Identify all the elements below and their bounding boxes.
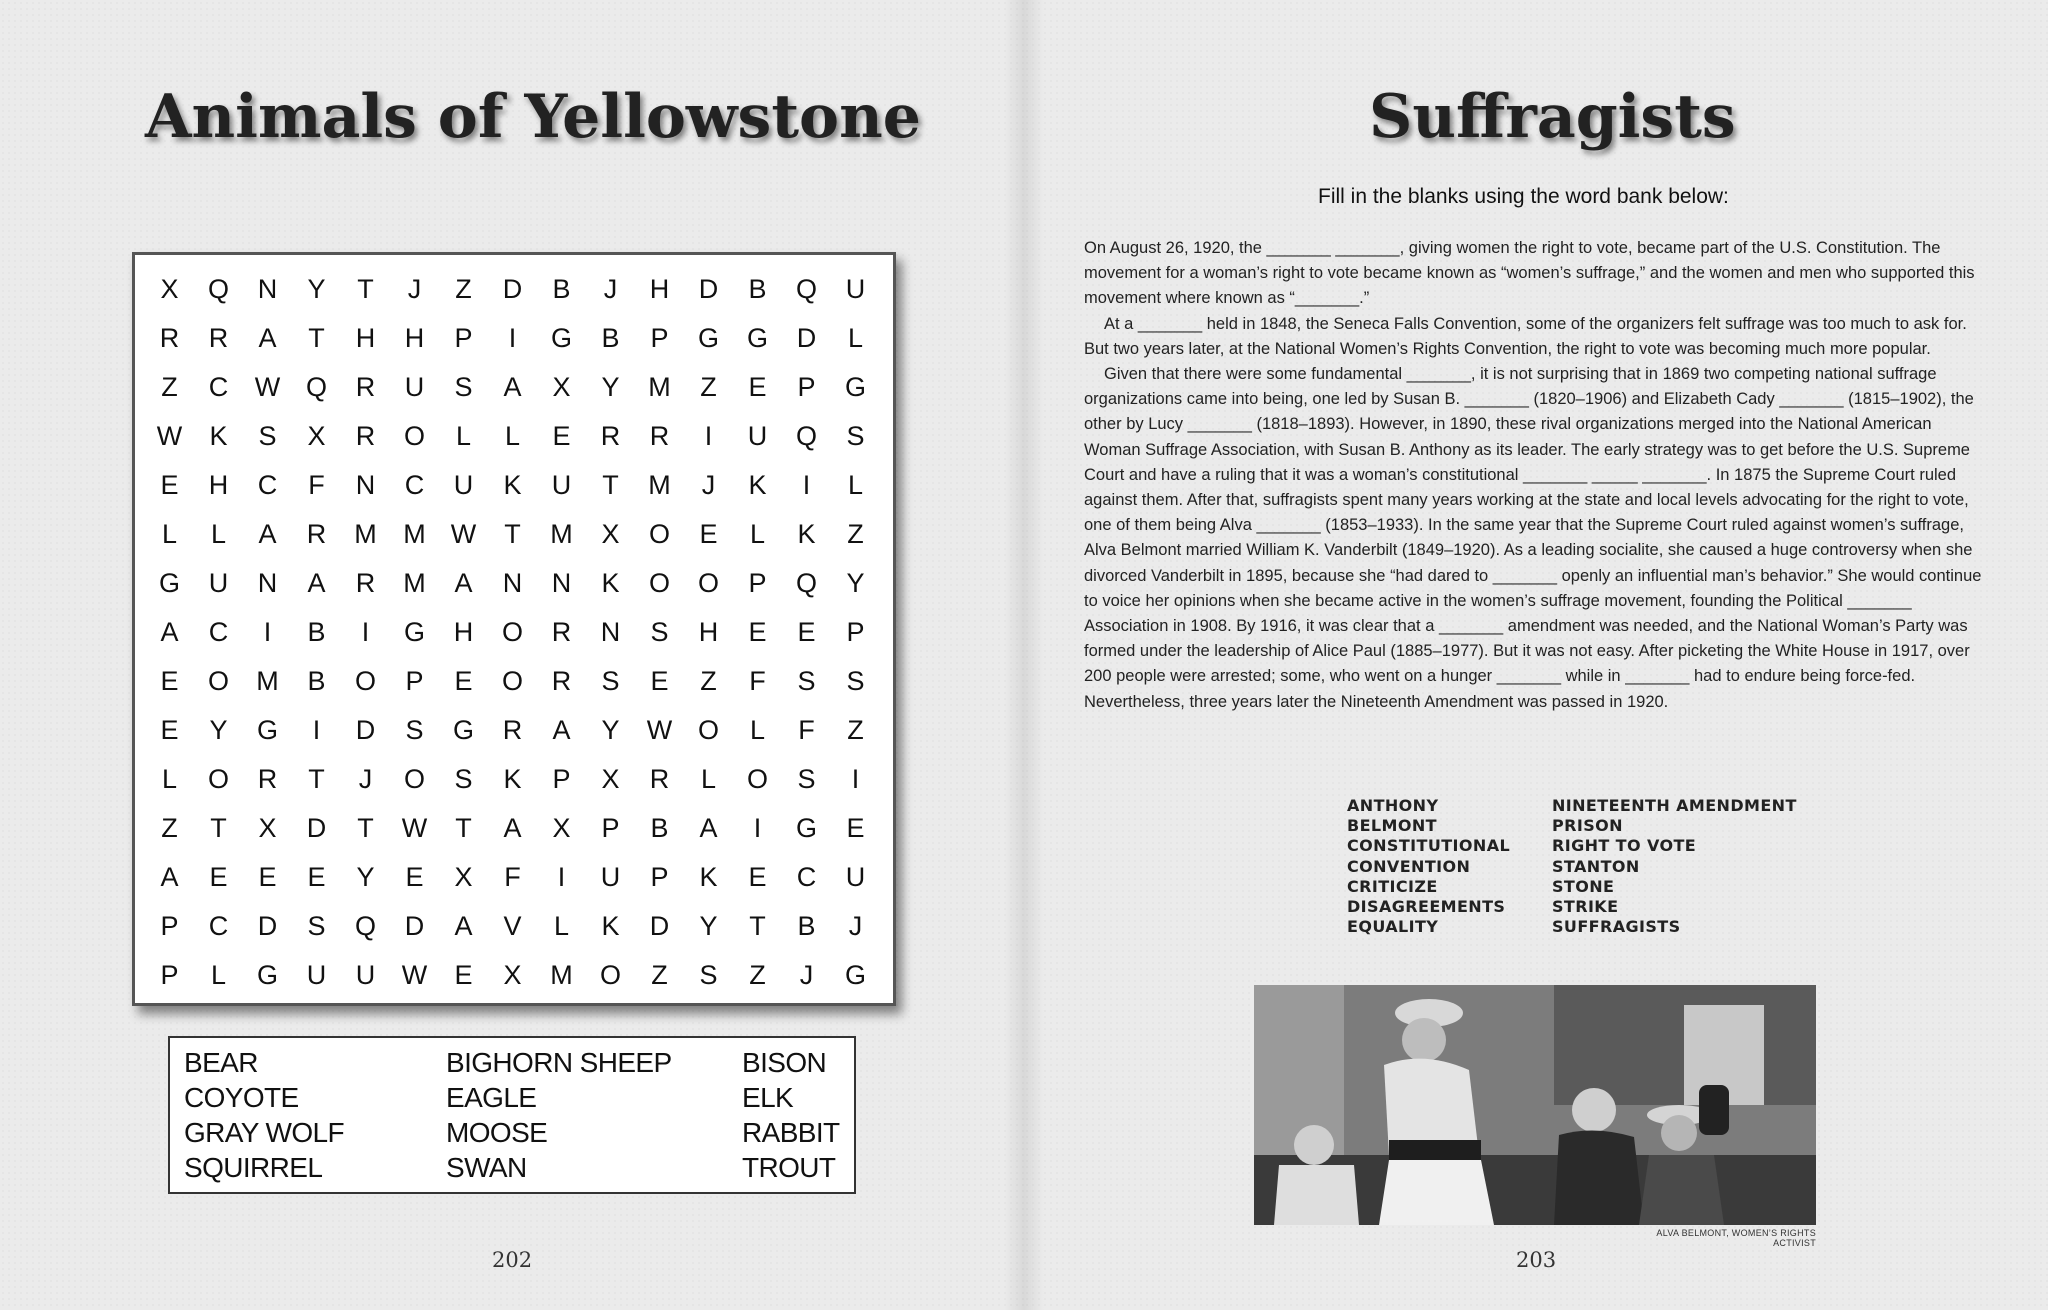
grid-letter: D bbox=[306, 813, 327, 843]
grid-letter: U bbox=[747, 421, 768, 451]
grid-letter: X bbox=[160, 274, 179, 304]
grid-letter: S bbox=[405, 715, 424, 745]
passage-paragraph: Given that there were some fundamental _______, it is not surprising that in 1869 two competing national suffrage organizations came into being, one led by Susan B. _______ (1820–1906) and Elizabeth Cady _______ (1815–1902), the other by Lucy _______ (1818–1893). However, in 1890, these rival organizations merged into the National American Woman Suffrage Association, with Susan B. Anthony as its leader. The early strategy was to get before the U.S. Supreme Court and have a ruling that it was a woman’s constitutional _______ _____ _______. In 1875 the Supreme Court ruled against them. After that, suffragists spent many years working at the state and local levels advocating for the right to vote, one of them being Alva _______ (1853–1933). In the same year that the Supreme Court ruled against women’s suffrage, Alva Belmont married William K. Vanderbilt (1849–1920). As a leading socialite, she caused a huge controversy when she divorced Vanderbilt in 1895, because she “had dared to _______ openly an influential man’s behavior.” She would continue to voice her opinions when she became active in the women’s suffrage movement, founding the Political _______ Association in 1908. By 1916, it was clear that a _______ amendment was needed, and the National Woman’s Party was formed under the leadership of Alice Paul (1885–1977). But it was not easy. After picketing the White House in 1917, over 200 people were arrested; some, who went on a hunger _______ while in _______ had to endure being force-fed. Nevertheless, three years later the Nineteenth Amendment was passed in 1920. bbox=[1084, 365, 1982, 711]
grid-letter: Z bbox=[455, 274, 472, 304]
grid-letter: V bbox=[503, 911, 522, 941]
word-bank-item: SUFFRAGISTS bbox=[1552, 917, 1681, 937]
grid-letter: J bbox=[701, 470, 716, 500]
grid-letter: U bbox=[551, 470, 572, 500]
grid-letter: C bbox=[208, 911, 229, 941]
grid-letter: I bbox=[851, 764, 860, 794]
grid-letter: H bbox=[649, 274, 670, 304]
grid-letter: Z bbox=[161, 813, 178, 843]
grid-letter: D bbox=[649, 911, 670, 941]
grid-row bbox=[135, 810, 893, 859]
grid-letter: Y bbox=[601, 372, 620, 402]
word-bank-item: CRITICIZE bbox=[1347, 876, 1438, 896]
grid-letter: S bbox=[307, 911, 326, 941]
grid-letter: R bbox=[551, 617, 572, 647]
right-page bbox=[1024, 0, 2048, 1310]
grid-letter: G bbox=[256, 715, 278, 745]
grid-letter: P bbox=[552, 764, 571, 794]
grid-letter: C bbox=[796, 862, 817, 892]
grid-letter: X bbox=[307, 421, 326, 451]
grid-row bbox=[135, 712, 893, 761]
grid-letter: Z bbox=[749, 960, 766, 990]
grid-letter: E bbox=[405, 862, 424, 892]
page-number: 203 bbox=[1516, 1248, 1557, 1272]
grid-letter: G bbox=[844, 960, 866, 990]
grid-row bbox=[135, 957, 893, 1006]
grid-letter: N bbox=[600, 617, 621, 647]
grid-letter: B bbox=[748, 274, 767, 304]
grid-letter: R bbox=[257, 764, 278, 794]
grid-letter: G bbox=[795, 813, 817, 843]
grid-letter: R bbox=[306, 519, 327, 549]
grid-row bbox=[135, 271, 893, 320]
grid-letter: X bbox=[601, 764, 620, 794]
word-bank-column bbox=[446, 1045, 672, 1185]
word-bank-item: BISON bbox=[742, 1047, 827, 1078]
grid-letter: B bbox=[307, 617, 326, 647]
grid-letter: C bbox=[208, 617, 229, 647]
historical-photo bbox=[1254, 985, 1816, 1225]
grid-letter: U bbox=[845, 274, 866, 304]
grid-letter: I bbox=[508, 323, 517, 353]
grid-letter: H bbox=[698, 617, 719, 647]
grid-row bbox=[135, 908, 893, 957]
grid-letter: K bbox=[601, 911, 620, 941]
grid-letter: Z bbox=[847, 519, 864, 549]
word-bank-item: RABBIT bbox=[742, 1117, 840, 1148]
grid-letter: J bbox=[603, 274, 618, 304]
grid-letter: U bbox=[306, 960, 327, 990]
grid-letter: E bbox=[552, 421, 571, 451]
grid-letter: R bbox=[208, 323, 229, 353]
grid-letter: R bbox=[355, 421, 376, 451]
grid-row bbox=[135, 320, 893, 369]
grid-letter: J bbox=[848, 911, 863, 941]
grid-letter: Z bbox=[651, 960, 668, 990]
grid-letter: R bbox=[649, 421, 670, 451]
grid-letter: W bbox=[401, 813, 428, 843]
grid-letter: N bbox=[551, 568, 572, 598]
grid-letter: Y bbox=[307, 274, 326, 304]
grid-letter: I bbox=[802, 470, 811, 500]
grid-letter: F bbox=[308, 470, 325, 500]
grid-letter: O bbox=[501, 666, 523, 696]
grid-letter: H bbox=[208, 470, 229, 500]
grid-letter: A bbox=[552, 715, 571, 745]
grid-letter: S bbox=[258, 421, 277, 451]
grid-letter: M bbox=[550, 519, 573, 549]
word-bank-item: BIGHORN SHEEP bbox=[446, 1047, 672, 1078]
word-bank-item: EAGLE bbox=[446, 1082, 537, 1113]
grid-letter: U bbox=[600, 862, 621, 892]
grid-letter: M bbox=[648, 470, 671, 500]
grid-letter: E bbox=[160, 666, 179, 696]
grid-letter: Q bbox=[207, 274, 229, 304]
grid-letter: Q bbox=[795, 421, 817, 451]
grid-letter: L bbox=[749, 519, 766, 549]
grid-letter: U bbox=[208, 568, 229, 598]
grid-letter: P bbox=[160, 960, 179, 990]
grid-letter: K bbox=[748, 470, 767, 500]
grid-letter: E bbox=[209, 862, 228, 892]
grid-letter: W bbox=[401, 960, 428, 990]
word-bank-column bbox=[1552, 796, 1797, 937]
grid-letter: A bbox=[699, 813, 718, 843]
grid-letter: A bbox=[258, 323, 277, 353]
grid-letter: O bbox=[403, 764, 425, 794]
word-bank-item: RIGHT TO VOTE bbox=[1552, 836, 1697, 856]
word-bank-item: DISAGREEMENTS bbox=[1347, 897, 1506, 917]
grid-letter: I bbox=[361, 617, 370, 647]
grid-letter: O bbox=[599, 960, 621, 990]
grid-letter: A bbox=[454, 568, 473, 598]
word-bank-item: CONSTITUTIONAL bbox=[1347, 836, 1511, 856]
grid-letter: M bbox=[354, 519, 377, 549]
grid-letter: P bbox=[405, 666, 424, 696]
grid-letter: Y bbox=[601, 715, 620, 745]
grid-letter: E bbox=[307, 862, 326, 892]
grid-letter: G bbox=[746, 323, 768, 353]
grid-letter: L bbox=[749, 715, 766, 745]
grid-row bbox=[135, 859, 893, 908]
grid-letter: I bbox=[753, 813, 762, 843]
grid-letter: L bbox=[700, 764, 717, 794]
grid-letter: B bbox=[650, 813, 669, 843]
grid-row bbox=[135, 663, 893, 712]
grid-letter: P bbox=[748, 568, 767, 598]
grid-letter: Z bbox=[161, 372, 178, 402]
grid-letter: K bbox=[503, 470, 522, 500]
grid-letter: T bbox=[504, 519, 521, 549]
grid-letter: O bbox=[403, 421, 425, 451]
grid-letter: U bbox=[404, 372, 425, 402]
photo-caption: ALVA BELMONT, WOMEN’S RIGHTS ACTIVIST bbox=[1656, 1228, 1816, 1248]
grid-letter: Y bbox=[356, 862, 375, 892]
word-bank-item: SQUIRREL bbox=[184, 1152, 323, 1183]
grid-letter: L bbox=[847, 323, 864, 353]
grid-letter: S bbox=[846, 421, 865, 451]
grid-letter: U bbox=[453, 470, 474, 500]
grid-letter: U bbox=[845, 862, 866, 892]
grid-row bbox=[135, 761, 893, 810]
grid-letter: S bbox=[699, 960, 718, 990]
passage-paragraph: At a _______ held in 1848, the Seneca Falls Convention, some of the organizers felt suffrage was too much to ask for. But two years later, at the National Women’s Rights Convention, the right to vote was becoming much more popular. bbox=[1084, 314, 1967, 358]
grid-letter: S bbox=[650, 617, 669, 647]
grid-letter: O bbox=[207, 764, 229, 794]
grid-letter: N bbox=[502, 568, 523, 598]
grid-letter: J bbox=[799, 960, 814, 990]
word-bank-column bbox=[742, 1045, 840, 1185]
grid-letter: W bbox=[254, 372, 281, 402]
grid-letter: P bbox=[650, 862, 669, 892]
grid-letter: Z bbox=[700, 372, 717, 402]
grid-letter: T bbox=[210, 813, 227, 843]
letter-grid bbox=[135, 271, 893, 1006]
grid-row bbox=[135, 467, 893, 516]
grid-letter: E bbox=[748, 862, 767, 892]
grid-letter: W bbox=[156, 421, 183, 451]
grid-letter: O bbox=[746, 764, 768, 794]
grid-letter: G bbox=[403, 617, 425, 647]
grid-row bbox=[135, 614, 893, 663]
grid-letter: Y bbox=[699, 911, 718, 941]
grid-letter: L bbox=[161, 764, 178, 794]
grid-letter: P bbox=[601, 813, 620, 843]
grid-letter: E bbox=[454, 666, 473, 696]
grid-letter: K bbox=[503, 764, 522, 794]
grid-letter: X bbox=[552, 813, 571, 843]
grid-letter: C bbox=[404, 470, 425, 500]
grid-letter: A bbox=[160, 862, 179, 892]
grid-letter: L bbox=[210, 519, 227, 549]
grid-letter: T bbox=[749, 911, 766, 941]
grid-letter: B bbox=[307, 666, 326, 696]
grid-letter: W bbox=[646, 715, 673, 745]
grid-letter: X bbox=[454, 862, 473, 892]
grid-letter: B bbox=[601, 323, 620, 353]
grid-letter: D bbox=[355, 715, 376, 745]
grid-letter: X bbox=[552, 372, 571, 402]
word-bank-item: SWAN bbox=[446, 1152, 527, 1183]
grid-letter: A bbox=[258, 519, 277, 549]
grid-letter: N bbox=[257, 568, 278, 598]
grid-letter: Q bbox=[795, 274, 817, 304]
grid-letter: K bbox=[699, 862, 718, 892]
grid-letter: T bbox=[308, 764, 325, 794]
grid-letter: G bbox=[452, 715, 474, 745]
grid-letter: E bbox=[797, 617, 816, 647]
grid-letter: N bbox=[355, 470, 376, 500]
grid-letter: L bbox=[161, 519, 178, 549]
grid-letter: R bbox=[355, 568, 376, 598]
word-search-grid bbox=[132, 252, 896, 1006]
grid-letter: R bbox=[502, 715, 523, 745]
grid-letter: D bbox=[404, 911, 425, 941]
grid-letter: Q bbox=[354, 911, 376, 941]
grid-letter: X bbox=[503, 960, 522, 990]
grid-letter: E bbox=[258, 862, 277, 892]
grid-letter: A bbox=[503, 813, 522, 843]
grid-letter: D bbox=[257, 911, 278, 941]
grid-letter: I bbox=[263, 617, 272, 647]
grid-letter: E bbox=[160, 470, 179, 500]
book-gutter bbox=[1004, 0, 1044, 1310]
grid-letter: T bbox=[357, 274, 374, 304]
grid-letter: G bbox=[256, 960, 278, 990]
grid-letter: C bbox=[208, 372, 229, 402]
grid-row bbox=[135, 369, 893, 418]
grid-letter: G bbox=[844, 372, 866, 402]
grid-letter: Q bbox=[795, 568, 817, 598]
grid-letter: Y bbox=[846, 568, 865, 598]
grid-letter: K bbox=[601, 568, 620, 598]
word-bank-item: STRIKE bbox=[1552, 897, 1619, 917]
page-number: 202 bbox=[492, 1248, 533, 1272]
grid-letter: B bbox=[797, 911, 816, 941]
grid-letter: X bbox=[601, 519, 620, 549]
grid-letter: R bbox=[355, 372, 376, 402]
grid-letter: R bbox=[159, 323, 180, 353]
grid-letter: L bbox=[553, 911, 570, 941]
grid-letter: D bbox=[796, 323, 817, 353]
grid-letter: H bbox=[404, 323, 425, 353]
grid-letter: R bbox=[649, 764, 670, 794]
grid-letter: M bbox=[648, 372, 671, 402]
instructions: Fill in the blanks using the word bank below: bbox=[1318, 185, 1729, 208]
grid-letter: S bbox=[797, 666, 816, 696]
grid-letter: G bbox=[158, 568, 180, 598]
word-bank-item: MOOSE bbox=[446, 1117, 548, 1148]
grid-letter: G bbox=[550, 323, 572, 353]
grid-letter: A bbox=[160, 617, 179, 647]
grid-letter: Z bbox=[700, 666, 717, 696]
grid-row bbox=[135, 418, 893, 467]
grid-letter: P bbox=[650, 323, 669, 353]
grid-letter: L bbox=[504, 421, 521, 451]
grid-letter: E bbox=[748, 372, 767, 402]
grid-letter: P bbox=[797, 372, 816, 402]
grid-letter: E bbox=[748, 617, 767, 647]
grid-row bbox=[135, 516, 893, 565]
grid-letter: A bbox=[307, 568, 326, 598]
grid-letter: I bbox=[704, 421, 713, 451]
grid-letter: I bbox=[312, 715, 321, 745]
grid-letter: N bbox=[257, 274, 278, 304]
grid-letter: M bbox=[256, 666, 279, 696]
grid-letter: F bbox=[798, 715, 815, 745]
grid-letter: M bbox=[403, 519, 426, 549]
grid-letter: E bbox=[650, 666, 669, 696]
grid-letter: O bbox=[697, 568, 719, 598]
word-bank-column bbox=[1347, 796, 1510, 937]
word-bank-item: BEAR bbox=[184, 1047, 258, 1078]
word-bank-item: PRISON bbox=[1552, 816, 1623, 836]
grid-letter: K bbox=[209, 421, 228, 451]
grid-letter: S bbox=[797, 764, 816, 794]
grid-letter: M bbox=[550, 960, 573, 990]
grid-letter: P bbox=[846, 617, 865, 647]
grid-letter: S bbox=[454, 764, 473, 794]
grid-letter: P bbox=[160, 911, 179, 941]
grid-letter: T bbox=[308, 323, 325, 353]
grid-letter: O bbox=[354, 666, 376, 696]
grid-letter: S bbox=[454, 372, 473, 402]
grid-letter: Z bbox=[847, 715, 864, 745]
grid-letter: T bbox=[455, 813, 472, 843]
grid-letter: Q bbox=[305, 372, 327, 402]
word-bank-item: CONVENTION bbox=[1347, 856, 1471, 876]
word-bank-column bbox=[184, 1045, 344, 1185]
word-bank-item: ELK bbox=[742, 1082, 794, 1113]
word-bank-item: BELMONT bbox=[1347, 816, 1437, 836]
grid-letter: O bbox=[697, 715, 719, 745]
fill-in-passage bbox=[1084, 236, 1990, 715]
word-bank-item: STANTON bbox=[1552, 856, 1640, 876]
grid-letter: Y bbox=[209, 715, 228, 745]
grid-letter: A bbox=[503, 372, 522, 402]
grid-letter: S bbox=[601, 666, 620, 696]
grid-letter: O bbox=[648, 568, 670, 598]
grid-letter: H bbox=[355, 323, 376, 353]
word-bank-item: TROUT bbox=[742, 1152, 836, 1183]
grid-letter: U bbox=[355, 960, 376, 990]
grid-letter: J bbox=[407, 274, 422, 304]
grid-letter: D bbox=[698, 274, 719, 304]
grid-letter: J bbox=[358, 764, 373, 794]
word-bank-item: ANTHONY bbox=[1347, 796, 1439, 815]
grid-letter: O bbox=[207, 666, 229, 696]
grid-letter: E bbox=[454, 960, 473, 990]
grid-letter: R bbox=[551, 666, 572, 696]
grid-letter: R bbox=[600, 421, 621, 451]
grid-letter: T bbox=[357, 813, 374, 843]
grid-letter: A bbox=[454, 911, 473, 941]
grid-letter: E bbox=[160, 715, 179, 745]
word-bank-item: COYOTE bbox=[184, 1082, 299, 1113]
grid-letter: W bbox=[450, 519, 477, 549]
grid-letter: E bbox=[699, 519, 718, 549]
grid-letter: T bbox=[602, 470, 619, 500]
grid-letter: D bbox=[502, 274, 523, 304]
photo-illustration bbox=[1254, 985, 1816, 1225]
grid-letter: L bbox=[210, 960, 227, 990]
word-bank-item: STONE bbox=[1552, 876, 1615, 896]
grid-letter: C bbox=[257, 470, 278, 500]
grid-letter: S bbox=[846, 666, 865, 696]
grid-letter: I bbox=[557, 862, 566, 892]
grid-letter: X bbox=[258, 813, 277, 843]
grid-letter: L bbox=[847, 470, 864, 500]
word-bank-item: EQUALITY bbox=[1347, 917, 1439, 937]
grid-letter: L bbox=[455, 421, 472, 451]
grid-letter: F bbox=[749, 666, 766, 696]
page-title: Animals of Yellowstone bbox=[145, 82, 921, 152]
page-title: Suffragists bbox=[1369, 82, 1736, 152]
grid-letter: O bbox=[501, 617, 523, 647]
grid-letter: M bbox=[403, 568, 426, 598]
grid-letter: H bbox=[453, 617, 474, 647]
grid-letter: P bbox=[454, 323, 473, 353]
grid-letter: G bbox=[697, 323, 719, 353]
grid-row bbox=[135, 565, 893, 614]
grid-letter: F bbox=[504, 862, 521, 892]
word-bank-item: GRAY WOLF bbox=[184, 1117, 345, 1148]
grid-letter: B bbox=[552, 274, 571, 304]
word-bank-item: NINETEENTH AMENDMENT bbox=[1552, 796, 1797, 815]
word-bank bbox=[168, 1036, 856, 1194]
grid-letter: K bbox=[797, 519, 816, 549]
grid-letter: E bbox=[846, 813, 865, 843]
grid-letter: O bbox=[648, 519, 670, 549]
passage-paragraph: On August 26, 1920, the _______ _______, giving women the right to vote, became part of the U.S. Constitution. The movement for a woman’s right to vote became known as “women’s suffrage,” and the women and men who supported this movement where known as “_______.” bbox=[1084, 239, 1975, 308]
